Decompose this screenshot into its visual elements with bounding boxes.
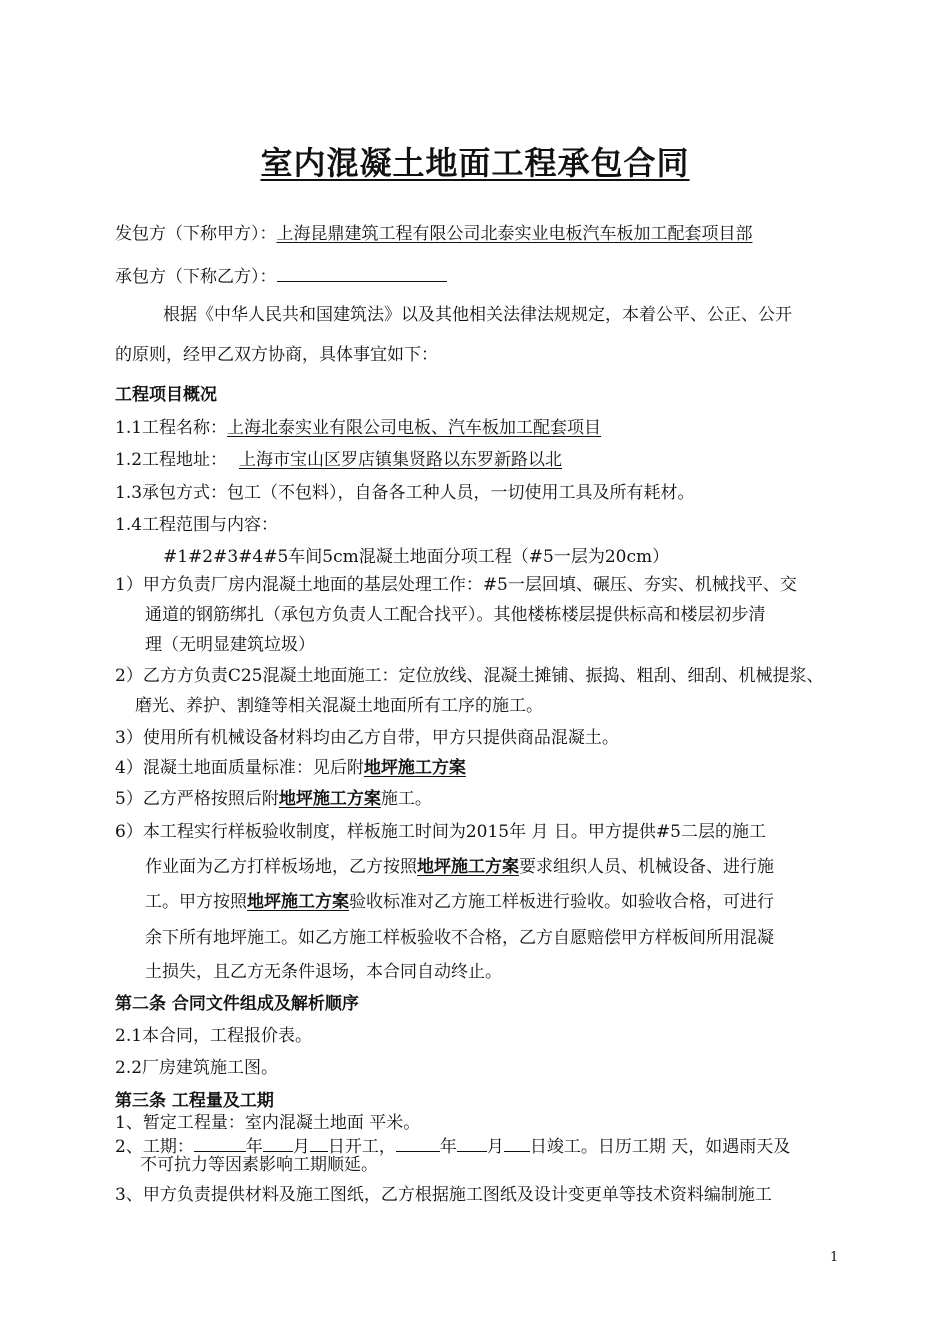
item5-suffix: 施工。: [380, 789, 432, 809]
end-day-text: 日竣工。日历工期 天，如遇雨天及: [529, 1137, 791, 1157]
end-year-unit: 年: [439, 1137, 457, 1157]
start-day-blank: [310, 1133, 328, 1152]
project-name-label: 1.1工程名称：: [115, 418, 228, 438]
item1-line2: 通道的钢筋绑扎（承包方负责人工配合找平）。其他楼栋楼层提供标高和楼层初步清: [145, 605, 766, 625]
item1-line1: 1）甲方负责厂房内混凝土地面的基层处理工作：#5一层回填、碾压、夯实、机械找平、交: [115, 575, 797, 595]
intro-line-1: 根据《中华人民共和国建筑法》以及其他相关法律法规规定，本着公平、公正、公开: [163, 305, 792, 325]
project-address-label: 1.2工程地址：: [115, 450, 228, 470]
party-b-line: [115, 263, 447, 289]
item6-line3: [145, 890, 774, 914]
item6-plan-link-1: 地坪施工方案: [417, 857, 519, 877]
contract-mode-line: 1.3承包方式：包工（不包料），自备各工种人员，一切使用工具及所有耗材。: [115, 483, 695, 503]
item2-line1: 2）乙方方负责C25混凝土地面施工：定位放线、混凝土摊铺、振捣、粗刮、细刮、机械提浆、: [115, 666, 824, 686]
section2-heading: 第二条 合同文件组成及解析顺序: [115, 994, 359, 1014]
party-a-line: [115, 222, 753, 246]
item4-plan-link: 地坪施工方案: [363, 758, 466, 778]
section2-item1: 2.1本合同，工程报价表。: [115, 1026, 313, 1046]
start-month-blank: [263, 1133, 293, 1152]
section1-heading: 工程项目概况: [115, 385, 217, 405]
item5-prefix: 5）乙方严格按照后附: [115, 789, 279, 809]
project-address-value: 上海市宝山区罗店镇集贤路以东罗新路以北: [239, 450, 563, 470]
party-a-value: 上海昆鼎建筑工程有限公司北泰实业电板汽车板加工配套项目部: [276, 224, 753, 244]
start-year-unit: 年: [245, 1137, 263, 1157]
item6-plan-link-2: 地坪施工方案: [247, 892, 349, 912]
contract-title: 室内混凝土地面工程承包合同: [260, 144, 690, 182]
item5-plan-link: 地坪施工方案: [278, 789, 381, 809]
item6-line5: 土损失，且乙方无条件退场，本合同自动终止。: [145, 962, 502, 982]
item5-line: [115, 787, 432, 811]
start-day-unit: 日开工，: [327, 1137, 396, 1157]
project-address-line: [115, 448, 562, 472]
project-name-value: 上海北泰实业有限公司电板、汽车板加工配套项目: [227, 418, 602, 438]
project-name-line: [115, 416, 601, 440]
item3-line: 3）使用所有机械设备材料均由乙方自带，甲方只提供商品混凝土。: [115, 728, 619, 748]
item4-line: [115, 756, 466, 780]
start-year-blank: [194, 1133, 246, 1152]
section3-item3: 3、甲方负责提供材料及施工图纸，乙方根据施工图纸及设计变更单等技术资料编制施工: [115, 1185, 772, 1205]
start-month-unit: 月: [292, 1137, 310, 1157]
item6-line3-a: 工。甲方按照: [145, 892, 247, 912]
intro-line-2: 的原则，经甲乙双方协商，具体事宜如下：: [115, 345, 438, 365]
item4-prefix: 4）混凝土地面质量标准：见后附: [115, 758, 364, 778]
item6-line2: [145, 855, 774, 879]
item2-line2: 磨光、养护、割缝等相关混凝土地面所有工序的施工。: [135, 696, 543, 716]
item6-line2-b: 要求组织人员、机械设备、进行施: [519, 857, 774, 877]
schedule-label: 2、工期：: [115, 1137, 194, 1157]
item1-line3: 理（无明显建筑垃圾）: [145, 635, 315, 655]
item6-line4: 余下所有地坪施工。如乙方施工样板验收不合格，乙方自愿赔偿甲方样板间所用混凝: [145, 928, 774, 948]
section2-item2: 2.2厂房建筑施工图。: [115, 1058, 279, 1078]
section3-item2-line2: 不可抗力等因素影响工期顺延。: [140, 1155, 378, 1175]
scope-label: 1.4工程范围与内容：: [115, 515, 279, 535]
end-month-unit: 月: [486, 1137, 504, 1157]
end-day-blank: [504, 1133, 530, 1152]
page-number: 1: [830, 1250, 839, 1265]
party-b-label: 承包方（下称乙方）：: [115, 267, 277, 287]
section3-item1: 1、暂定工程量：室内混凝土地面 平米。: [115, 1113, 421, 1133]
party-a-label: 发包方（下称甲方）：: [115, 224, 277, 244]
section3-heading: 第三条 工程量及工期: [115, 1091, 274, 1111]
party-b-blank: [277, 263, 447, 282]
end-year-blank: [396, 1133, 440, 1152]
item6-line2-a: 作业面为乙方打样板场地，乙方按照: [145, 857, 417, 877]
scope-detail: #1#2#3#4#5车间5cm混凝土地面分项工程（#5一层为20cm）: [163, 547, 670, 567]
end-month-blank: [457, 1133, 487, 1152]
item6-line1: 6）本工程实行样板验收制度，样板施工时间为2015年 月 日。甲方提供#5二层的施工: [115, 822, 766, 842]
item6-line3-b: 验收标准对乙方施工样板进行验收。如验收合格，可进行: [349, 892, 774, 912]
